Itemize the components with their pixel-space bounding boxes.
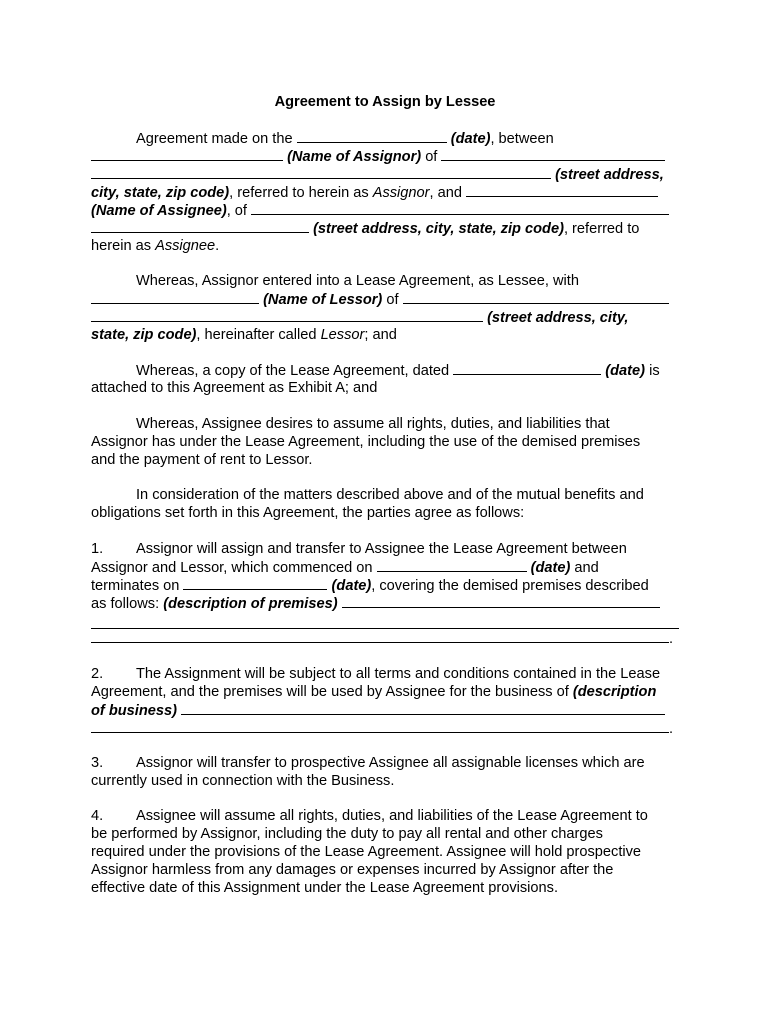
commence-date-blank[interactable]: [377, 558, 527, 572]
premises-description-line-3[interactable]: [91, 629, 669, 643]
premises-description-line-2[interactable]: [91, 612, 679, 629]
assignee-address-blank-2[interactable]: [91, 219, 309, 233]
assignor-address-blank-2[interactable]: [91, 165, 551, 179]
terminate-date-blank[interactable]: [183, 576, 327, 590]
whereas-lease-paragraph: Whereas, Assignor entered into a Lease Agreement, as Lessee, with (Name of Lessor) of (street address, city, state, zip code), hereinafter called Lessor; and: [91, 272, 679, 344]
section-4: 4. Assignee will assume all rights, duties, and liabilities of the Lease Agreement to be performed by Assignor, including the duty to pay all rental and other charges required under the provisions of the Lease Agreement. Assignee will hold prospective Assignor harmless from any damages or expenses incurred by Assignor after the effective date of this Assignment under the Lease Agreement provisions.: [91, 808, 648, 896]
premises-description-blank[interactable]: [342, 594, 660, 608]
lease-date-blank[interactable]: [453, 361, 601, 375]
section-3: 3. Assignor will transfer to prospective Assignee all assignable licenses which are currently used in connection with the Business.: [91, 755, 645, 789]
lessor-name-blank[interactable]: [91, 290, 259, 304]
section-1: 1. Assignor will assign and transfer to Assignee the Lease Agreement between Assignor and Lessor, which commenced on (date) and terminates on (date), covering the demised premises described as follows: (description of premises) .: [91, 540, 679, 647]
whereas-assume-paragraph: Whereas, Assignee desires to assume all rights, duties, and liabilities that Assignor has under the Lease Agreement, including the use of the demised premises and the payment of rent to Lessor.: [91, 416, 641, 468]
assignee-name-blank[interactable]: [466, 183, 658, 197]
business-description-line-2[interactable]: [91, 719, 669, 733]
date-blank[interactable]: [297, 129, 447, 143]
business-description-blank[interactable]: [181, 701, 665, 715]
whereas-copy-paragraph: Whereas, a copy of the Lease Agreement, dated (date) is attached to this Agreement as Exhibit A; and: [91, 363, 660, 396]
assignor-address-blank[interactable]: [441, 147, 665, 161]
document-title: Agreement to Assign by Lessee: [274, 94, 496, 110]
agreement-intro-paragraph: Agreement made on the (date), between (Name of Assignor) of (street address, city, state, zip code), referred to herein as Assignor, and (Name of Assignee), of (street address, city, state, zip code), referred to herein as Assignee.: [91, 129, 679, 255]
section-2: 2. The Assignment will be subject to all terms and conditions contained in the Lease Agreement, and the premises will be used by Assignee for the business of (description of business) .: [91, 666, 674, 737]
lessor-address-blank-2[interactable]: [91, 308, 483, 322]
assignor-name-blank[interactable]: [91, 147, 283, 161]
assignee-address-blank[interactable]: [251, 201, 669, 215]
consideration-paragraph: In consideration of the matters described above and of the mutual benefits and obligations set forth in this Agreement, the parties agree as follows:: [91, 487, 644, 521]
lessor-address-blank[interactable]: [403, 290, 669, 304]
